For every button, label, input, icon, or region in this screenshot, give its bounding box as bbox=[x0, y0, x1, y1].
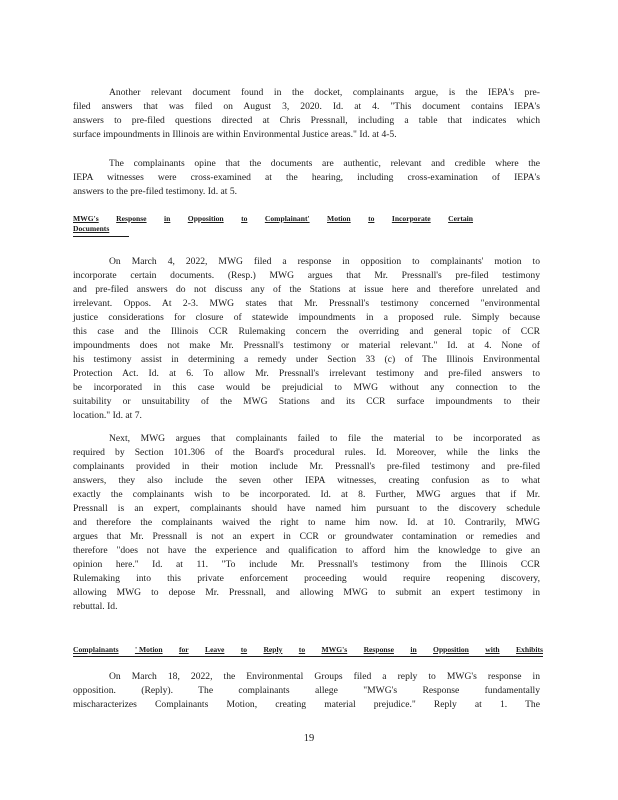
text-line: surface impoundments in Illinois are within Environmental Justice areas." Id. at 4-5. bbox=[73, 129, 397, 140]
heading-word: in bbox=[164, 214, 171, 223]
text-line: Next, MWG argues that complainants failed to file the material to be incorporated as bbox=[109, 433, 540, 444]
text-line: this case and the Illinois CCR Rulemaking concern the overriding and general topic of CCR bbox=[73, 326, 540, 337]
text-line: filed answers that was filed on August 3, 2020. Id. at 4. "This document contains IEPA's bbox=[73, 101, 540, 112]
heading-word: to bbox=[298, 645, 306, 654]
text-line: irrelevant. Oppos. At 2-3. MWG states that Mr. Pressnall's testimony concerned "environmental bbox=[73, 298, 540, 309]
text-line: Another relevant document found in the docket, complainants argue, is the IEPA's pre- bbox=[109, 87, 540, 98]
heading-word: MWG's bbox=[321, 645, 348, 654]
heading-word: Response bbox=[116, 214, 147, 223]
text-line: Protection Act. Id. at 6. To allow Mr. Pressnall's irrelevant testimony and pre-filed answers to bbox=[73, 368, 540, 379]
heading-word: MWG's bbox=[73, 214, 99, 223]
heading-row bbox=[73, 645, 543, 657]
heading-word: to bbox=[240, 645, 248, 654]
text-line: opinion here." Id. at 11. "To include Mr. Pressnall's testimony from the Illinois CCR bbox=[73, 559, 540, 570]
text-line: On March 18, 2022, the Environmental Groups filed a reply to MWG's response in bbox=[109, 671, 540, 682]
text-line: allowing MWG to depose Mr. Pressnall, and allowing MWG to submit an expert testimony in bbox=[73, 587, 540, 598]
text-line: his testimony assist in determining a remedy under Section 33 (c) of The Illinois Environmental bbox=[73, 354, 540, 365]
heading-word: Leave bbox=[205, 645, 225, 654]
paragraph-next-argument bbox=[73, 432, 540, 614]
text-line: exactly the complainants wish to be incorporated. Id. at 8. Further, MWG argues that if Mr. bbox=[73, 489, 540, 500]
text-line: impoundments does not make Mr. Pressnall's testimony or material relevant." Id. at 4. None of bbox=[73, 340, 540, 351]
text-line: incorporate certain documents. (Resp.) MWG argues that Mr. Pressnall's pre-filed testimony bbox=[73, 270, 540, 281]
text-line: mischaracterizes Complainants Motion, creating material prejudice." Reply at 1. The bbox=[73, 699, 540, 710]
paragraph-mwg-response bbox=[73, 255, 540, 423]
text-line: justice considerations for closure of statewide impoundments in a proposed rule. Simply because bbox=[73, 312, 540, 323]
paragraph-authenticity bbox=[73, 157, 540, 199]
text-line: answers to pre-filed questions directed at Chris Pressnall, including a table that indicates which bbox=[73, 115, 540, 126]
heading-row bbox=[73, 214, 473, 224]
heading-word: Opposition bbox=[187, 214, 224, 223]
heading-word: with bbox=[485, 645, 500, 654]
text-line: complainants provided in their motion include Mr. Pressnall's pre-filed testimony and pre-filed bbox=[73, 461, 540, 472]
text-line: and pre-filed answers do not discuss any of the Stations at issue here and therefore unrelated and bbox=[73, 284, 540, 295]
heading-word: for bbox=[178, 645, 189, 654]
heading-word: Response bbox=[363, 645, 394, 654]
text-line: argues that Mr. Pressnall is not an expert in CCR or groundwater contamination or remedies and bbox=[73, 531, 540, 542]
page-number: 19 bbox=[303, 733, 315, 744]
text-line: On March 4, 2022, MWG filed a response in opposition to complainants' motion to bbox=[109, 256, 540, 267]
heading-word: Exhibits bbox=[515, 645, 543, 654]
text-line: answers to the pre-filed testimony. Id. at 5. bbox=[73, 186, 238, 197]
text-line: Rulemaking into this private enforcement proceeding would require reopening discovery, bbox=[73, 573, 540, 584]
text-line: location." Id. at 7. bbox=[73, 410, 142, 421]
heading-word: Complainant' bbox=[264, 214, 310, 223]
text-line: answers, they also include the seven other IEPA witnesses, creating confusion as to what bbox=[73, 475, 540, 486]
section-heading-mwg-response bbox=[73, 214, 473, 234]
heading-word: to bbox=[368, 214, 375, 223]
text-line: Pressnall is an expert, complainants should have named him pursuant to the discovery schedule bbox=[73, 503, 540, 514]
heading-word: Reply bbox=[263, 645, 283, 654]
text-line: therefore "does not have the experience and qualification to afford him the knowledge to give an bbox=[73, 545, 540, 556]
heading-row: Documents bbox=[73, 224, 110, 233]
text-line: and therefore the complainants waived the right to name him now. Id. at 10. Contrarily, MWG bbox=[73, 517, 540, 528]
heading-word: Opposition bbox=[433, 645, 469, 654]
text-line: IEPA witnesses were cross-examined at the hearing, including cross-examination of IEPA's bbox=[73, 172, 540, 183]
paragraph-docket-answers bbox=[73, 86, 540, 142]
text-line: rebuttal. Id. bbox=[73, 601, 118, 612]
heading-underline bbox=[73, 236, 129, 237]
text-line: The complainants opine that the documents are authentic, relevant and credible where the bbox=[109, 158, 540, 169]
paragraph-reply bbox=[73, 670, 540, 712]
text-line: be incorporated in this case would be prejudicial to MWG without any connection to the bbox=[73, 382, 540, 393]
heading-word: to bbox=[241, 214, 248, 223]
text-line: required by Section 101.306 of the Board's procedural rules. Id. Moreover, while the links the bbox=[73, 447, 540, 458]
heading-word: Certain bbox=[448, 214, 473, 223]
heading-word: ' Motion bbox=[134, 645, 163, 654]
text-line: opposition. (Reply). The complainants allege "MWG's Response fundamentally bbox=[73, 685, 540, 696]
heading-word: Complainants bbox=[73, 645, 119, 654]
section-heading-leave-to-reply bbox=[73, 645, 543, 657]
heading-word: Motion bbox=[327, 214, 351, 223]
heading-word: in bbox=[410, 645, 417, 654]
heading-word: Incorporate bbox=[391, 214, 431, 223]
text-line: suitability or unsuitability of the MWG Stations and its CCR surface impoundments to their bbox=[73, 396, 540, 407]
